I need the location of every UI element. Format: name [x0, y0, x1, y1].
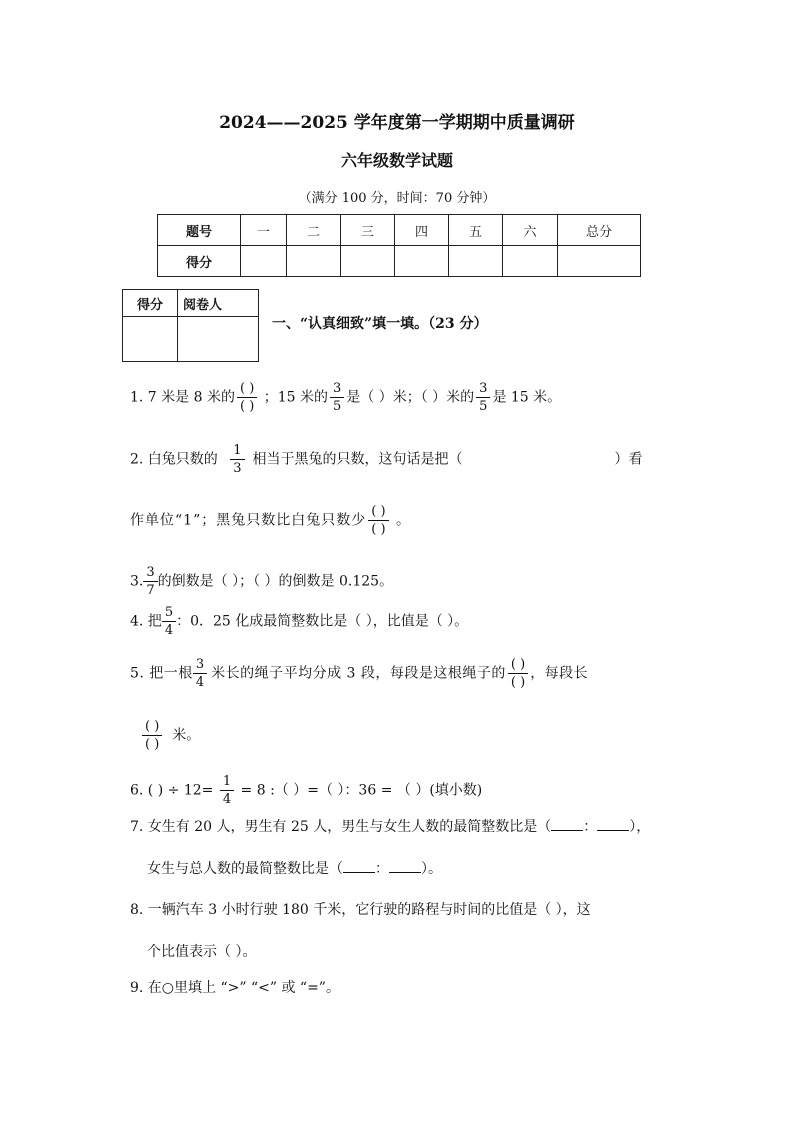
score-blank[interactable]	[503, 246, 558, 277]
exam-info: （满分 100 分，时间：70 分钟）	[298, 191, 496, 206]
q1-text-c: 是（ ）米；（ ）米的	[346, 389, 475, 406]
question-9	[130, 978, 340, 998]
q7-blank-3[interactable]	[343, 858, 375, 873]
question-2-line-2	[130, 503, 411, 538]
q1-fraction-blank[interactable]	[237, 380, 257, 415]
score-blank[interactable]	[287, 246, 341, 277]
q6-text-b: = 8 :（ ）=（ ）：36 = （ ）(填小数)	[240, 782, 483, 799]
score-cell-3: 三	[341, 215, 395, 246]
q8-line2-text: 个比值表示（ ）。	[147, 944, 257, 960]
question-1	[130, 380, 561, 415]
score-cell-4: 四	[395, 215, 449, 246]
q5-fraction-blank[interactable]	[508, 656, 528, 691]
score-cell-1: 一	[241, 215, 287, 246]
q7-text-b: ），	[629, 819, 651, 835]
q3-number: 3.	[130, 573, 144, 590]
q2-text-b: 相当于黑兔的只数，这句话是把（	[252, 451, 463, 468]
q5-text-c: ，每段长	[530, 665, 589, 682]
q5-line2-text: 米。	[172, 727, 201, 744]
frac-num: 1	[220, 773, 234, 791]
q4-text-b: ：0．25 化成最简整数比是（ ），比值是（ ）。	[176, 613, 469, 630]
q1-text-a: 1. 7 米是 8 米的	[130, 389, 235, 406]
question-2	[130, 442, 643, 477]
score-table	[157, 214, 641, 277]
frac-num: ( )	[237, 380, 257, 398]
q6-fraction	[220, 773, 234, 808]
q2-text-a: 2. 白兔只数的	[130, 451, 218, 468]
exam-subtitle: 六年级数学试题	[340, 151, 453, 170]
grader-box	[122, 289, 259, 362]
score-cell-total: 总分	[558, 215, 641, 246]
question-8-line-2	[147, 942, 256, 962]
q2-fraction	[230, 442, 244, 477]
score-cell-label: 题号	[158, 215, 241, 246]
question-5	[130, 656, 588, 691]
frac-den: ( )	[371, 522, 386, 537]
question-3	[130, 564, 393, 599]
q7-text-a: 7. 女生有 20 人，男生有 25 人，男生与女生人数的最简整数比是（	[130, 819, 552, 835]
frac-den: 4	[164, 623, 174, 638]
score-blank[interactable]	[395, 246, 449, 277]
q2-fraction-blank[interactable]	[368, 503, 388, 538]
q1-text-d: 是 15 米。	[492, 389, 562, 406]
frac-num: ( )	[508, 656, 528, 674]
question-5-line-2	[130, 718, 200, 753]
frac-den: 5	[479, 399, 488, 414]
frac-den: 5	[332, 399, 342, 414]
q6-text-a: 6. ( ) ÷ 12=	[130, 782, 214, 799]
score-blank[interactable]	[558, 246, 641, 277]
question-4	[130, 604, 468, 639]
q7-line2-text-b: ）。	[421, 861, 442, 877]
score-table-score-row	[158, 246, 641, 277]
q7-colon: ：	[583, 819, 598, 835]
frac-num: 5	[162, 604, 176, 622]
score-blank[interactable]	[449, 246, 503, 277]
section-1-title: 一、“认真细致”填一填。（23 分）	[272, 316, 488, 332]
frac-num: 3	[330, 380, 344, 398]
score-cell-6: 六	[503, 215, 558, 246]
frac-den: ( )	[239, 399, 255, 414]
q5-text-a: 5. 把一根	[130, 665, 193, 682]
q9-text: 9. 在○里填上 “>” “<” 或 “=”。	[130, 980, 340, 996]
score-row-label: 得分	[158, 246, 241, 277]
q5-length-blank[interactable]	[142, 718, 162, 753]
frac-den: ( )	[510, 675, 526, 690]
q4-text-a: 4. 把	[130, 613, 162, 630]
frac-den: 7	[146, 583, 155, 598]
q3-text: 的倒数是（ ）；（ ）的倒数是 0.125。	[157, 573, 394, 590]
question-6	[130, 773, 482, 808]
score-blank[interactable]	[241, 246, 287, 277]
grader-reviewer-label: 阅卷人	[178, 290, 259, 317]
q7-line2-text-a: 女生与总人数的最简整数比是（	[147, 861, 343, 877]
score-cell-2: 二	[287, 215, 341, 246]
q5-text-b: 米长的绳子平均分成 3 段，每段是这根绳子的	[211, 665, 506, 682]
q2-end: 。	[395, 512, 411, 529]
exam-title: 2024——2025 学年度第一学期期中质量调研	[219, 113, 575, 133]
score-blank[interactable]	[341, 246, 395, 277]
q7-blank-4[interactable]	[389, 858, 421, 873]
q7-blank-2[interactable]	[597, 816, 629, 831]
grader-score-label: 得分	[123, 290, 178, 317]
frac-num: 3	[476, 380, 490, 398]
q1-fraction-1	[330, 380, 344, 415]
question-8	[130, 900, 591, 920]
question-7-line-2	[147, 858, 442, 879]
question-7	[130, 816, 650, 837]
q1-fraction-2	[476, 380, 490, 415]
q3-fraction	[143, 564, 157, 599]
frac-den: 4	[195, 675, 205, 690]
frac-num: 3	[143, 564, 157, 582]
grader-reviewer-blank[interactable]	[178, 317, 259, 362]
q7-colon: ：	[375, 861, 389, 877]
q7-blank-1[interactable]	[551, 816, 583, 831]
q5-fraction	[193, 656, 207, 691]
frac-den: 3	[233, 461, 242, 476]
q2-text-c: ）看	[614, 451, 643, 468]
frac-den: ( )	[145, 737, 160, 752]
score-cell-5: 五	[449, 215, 503, 246]
q1-text-b: ；15 米的	[263, 389, 328, 406]
q2-line2-text: 作单位“1”；黑兔只数比白兔只数少	[130, 512, 367, 529]
frac-num: ( )	[368, 503, 388, 521]
q4-fraction	[162, 604, 176, 639]
grader-score-blank[interactable]	[123, 317, 178, 362]
score-table-header-row	[158, 215, 641, 246]
q8-text: 8. 一辆汽车 3 小时行驶 180 千米，它行驶的路程与时间的比值是（ ），这	[130, 902, 591, 918]
frac-num: 1	[230, 442, 244, 460]
frac-num: ( )	[142, 718, 162, 736]
frac-den: 4	[222, 792, 232, 807]
frac-num: 3	[193, 656, 207, 674]
